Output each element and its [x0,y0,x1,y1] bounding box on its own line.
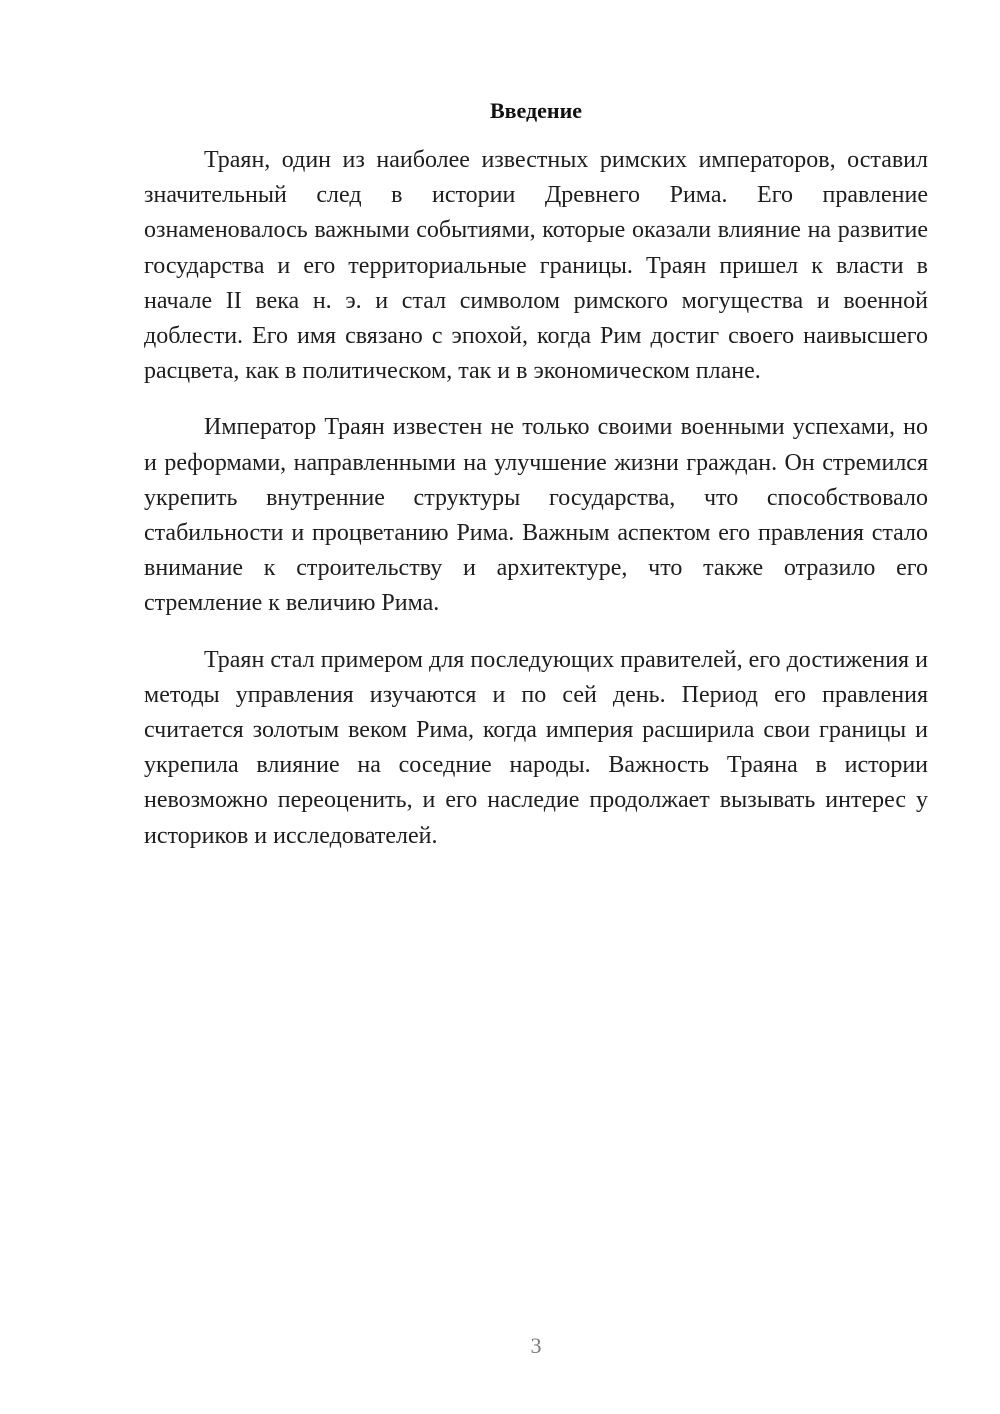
page-number: 3 [530,1333,542,1358]
body-text [144,143,928,875]
paragraph-3: Траян стал примером для последующих правителей, его достижения и методы управления изучаются и по сей день. Период его правления считается золотым веком Рима, когда империя расширила свои границы и укрепила влияние на соседние народы. Важность Траяна в истории невозможно переоценить, и его наследие продолжает вызывать интерес у историков и исследователей. [144,646,928,849]
page-title: Введение [489,98,583,123]
paragraph-1: Траян, один из наиболее известных римских императоров, оставил значительный след в истории Древнего Рима. Его правление ознаменовалось важными событиями, которые оказали влияние на развитие государства и его территориальные границы. Траян пришел к власти в начале II века н. э. и стал символом римского могущества и военной доблести. Его имя связано с эпохой, когда Рим достиг своего наивысшего расцвета, как в политическом, так и в экономическом плане. [144,147,928,385]
paragraph-2: Император Траян известен не только своими военными успехами, но и реформами, направленными на улучшение жизни граждан. Он стремился укрепить внутренние структуры государства, что способствовало стабильности и процветанию Рима. Важным аспектом его правления стало внимание к строительству и архитектуре, что также отразило его стремление к величию Рима. [144,414,928,617]
